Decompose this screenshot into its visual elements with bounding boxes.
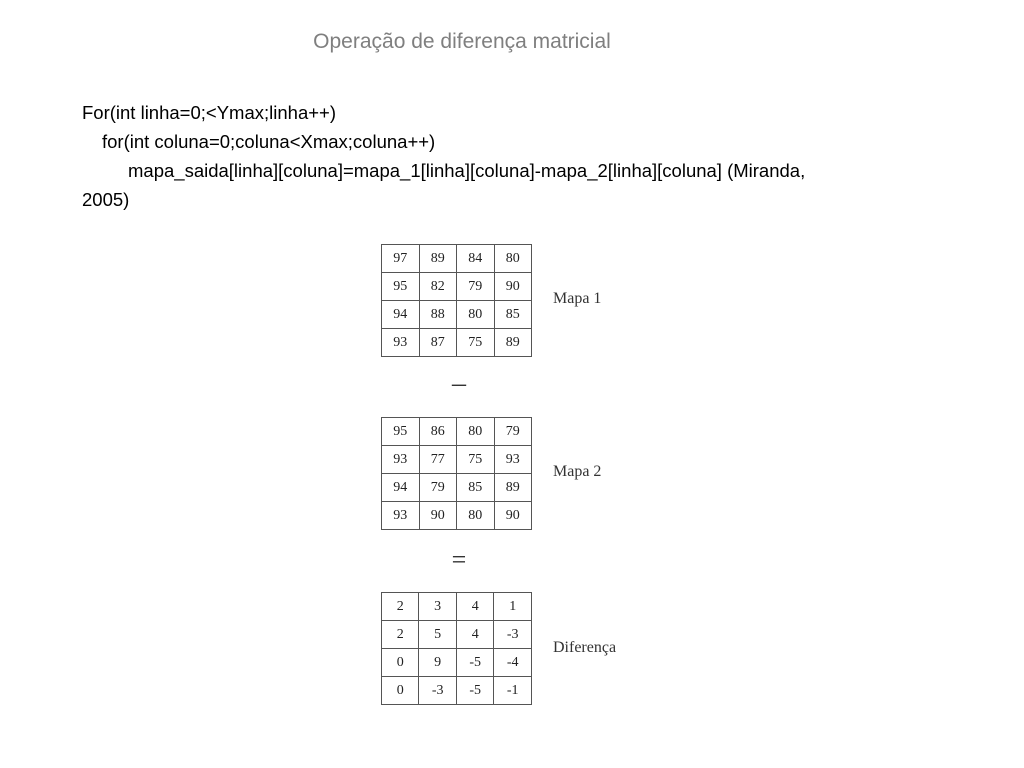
matrix-cell: 87 xyxy=(419,329,457,357)
matrix-cell: 90 xyxy=(419,502,457,530)
matrix-cell: 75 xyxy=(457,446,495,474)
equals-operator: = xyxy=(451,545,467,574)
matrix-cell: 89 xyxy=(494,329,532,357)
table-row xyxy=(382,677,532,705)
matrix-cell: 75 xyxy=(457,329,495,357)
matrix-cell: 80 xyxy=(457,418,495,446)
matrix-label-mapa-1: Mapa 1 xyxy=(553,290,602,307)
matrix-cell: 93 xyxy=(382,329,420,357)
slide-title: Operação de diferença matricial xyxy=(313,30,611,53)
matrix-cell: -5 xyxy=(456,649,494,677)
code-line-citation-year: 2005) xyxy=(82,189,130,210)
code-line-inner-loop: for(int coluna=0;coluna<Xmax;coluna++) xyxy=(102,131,436,152)
matrix-cell: 5 xyxy=(419,621,457,649)
matrix-cell: -5 xyxy=(456,677,494,705)
table-row xyxy=(382,273,532,301)
matrix-cell: -3 xyxy=(494,621,532,649)
minus-operator: – xyxy=(452,368,466,399)
matrix-mapa-2 xyxy=(381,417,532,530)
matrix-cell: 1 xyxy=(494,593,532,621)
matrix-cell: 4 xyxy=(456,593,494,621)
matrix-cell: 79 xyxy=(494,418,532,446)
matrix-cell: 86 xyxy=(419,418,457,446)
matrix-label-mapa-2: Mapa 2 xyxy=(553,463,602,480)
matrix-cell: 80 xyxy=(457,502,495,530)
matrix-cell: -1 xyxy=(494,677,532,705)
matrix-cell: 94 xyxy=(382,474,420,502)
matrix-cell: 77 xyxy=(419,446,457,474)
table-row xyxy=(382,474,532,502)
matrix-cell: 0 xyxy=(382,649,419,677)
matrix-cell: 89 xyxy=(494,474,532,502)
matrix-cell: -4 xyxy=(494,649,532,677)
matrix-cell: 80 xyxy=(494,245,532,273)
matrix-cell: 97 xyxy=(382,245,420,273)
matrix-cell: 79 xyxy=(419,474,457,502)
table-row xyxy=(382,301,532,329)
matrix-cell: 84 xyxy=(457,245,495,273)
matrix-cell: 82 xyxy=(419,273,457,301)
matrix-cell: 3 xyxy=(419,593,457,621)
matrix-diferenca xyxy=(381,592,532,705)
matrix-cell: 93 xyxy=(382,502,420,530)
table-row xyxy=(382,593,532,621)
matrix-cell: 89 xyxy=(419,245,457,273)
matrix-cell: 95 xyxy=(382,418,420,446)
table-row xyxy=(382,446,532,474)
matrix-cell: 2 xyxy=(382,621,419,649)
matrix-cell: 95 xyxy=(382,273,420,301)
matrix-cell: 93 xyxy=(382,446,420,474)
code-line-assignment: mapa_saida[linha][coluna]=mapa_1[linha][coluna]-mapa_2[linha][coluna] (Miranda, xyxy=(128,160,806,181)
table-row xyxy=(382,649,532,677)
matrix-mapa-1 xyxy=(381,244,532,357)
table-row xyxy=(382,245,532,273)
matrix-cell: 4 xyxy=(456,621,494,649)
code-line-outer-loop: For(int linha=0;<Ymax;linha++) xyxy=(82,102,336,123)
matrix-cell: 88 xyxy=(419,301,457,329)
matrix-cell: 2 xyxy=(382,593,419,621)
matrix-label-diferenca: Diferença xyxy=(553,639,617,656)
matrix-cell: -3 xyxy=(419,677,457,705)
table-row xyxy=(382,418,532,446)
pseudocode-block xyxy=(82,98,942,214)
matrix-cell: 90 xyxy=(494,273,532,301)
matrix-cell: 0 xyxy=(382,677,419,705)
table-row xyxy=(382,502,532,530)
table-row xyxy=(382,329,532,357)
matrix-cell: 85 xyxy=(494,301,532,329)
table-row xyxy=(382,621,532,649)
matrix-cell: 85 xyxy=(457,474,495,502)
matrix-cell: 90 xyxy=(494,502,532,530)
matrix-cell: 9 xyxy=(419,649,457,677)
matrix-cell: 79 xyxy=(457,273,495,301)
matrix-cell: 94 xyxy=(382,301,420,329)
matrix-cell: 93 xyxy=(494,446,532,474)
matrix-cell: 80 xyxy=(457,301,495,329)
